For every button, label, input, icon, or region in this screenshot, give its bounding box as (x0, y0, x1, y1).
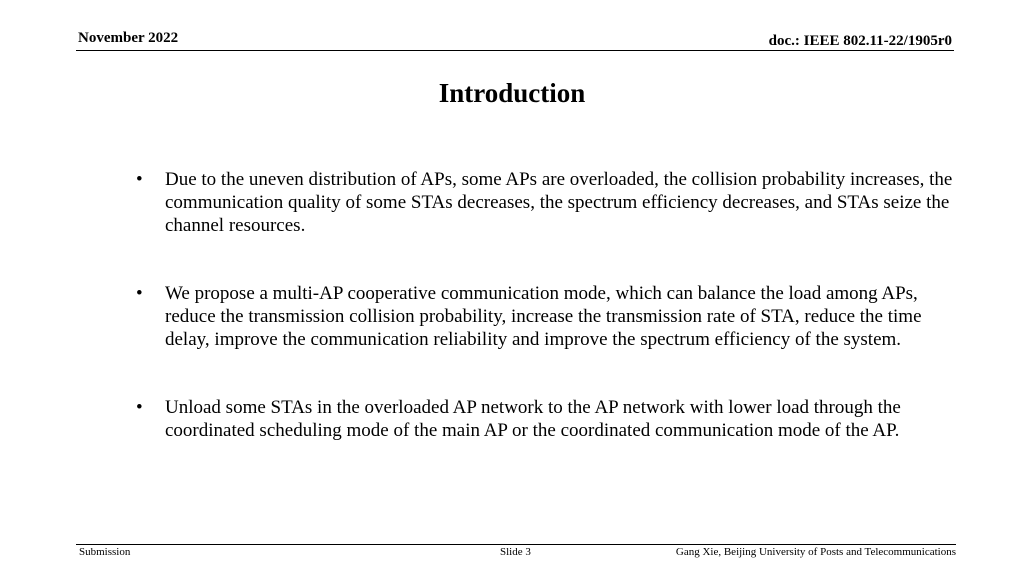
bullet-item (136, 396, 956, 442)
header-doc-id: doc.: IEEE 802.11-22/1905r0 (768, 33, 952, 49)
header-divider (76, 50, 954, 51)
bullet-item (136, 282, 956, 351)
bullet-text: We propose a multi-AP cooperative communication mode, which can balance the load among APs, reduce the transmission collision probability, increase the transmission rate of STA, reduce the time delay, improve the communication reliability and improve the spectrum efficiency of the system. (165, 283, 922, 350)
bullet-marker: • (136, 283, 143, 304)
bullet-item (136, 168, 956, 237)
slide-title: Introduction (438, 78, 586, 108)
bullet-marker: • (136, 169, 143, 190)
footer-slide-number: Slide 3 (500, 546, 531, 558)
footer-submission: Submission (79, 546, 131, 558)
bullet-list (136, 168, 956, 442)
footer-author: Gang Xie, Beijing University of Posts and Telecommunications (675, 546, 956, 558)
footer-divider (76, 544, 956, 545)
bullet-text: Due to the uneven distribution of APs, some APs are overloaded, the collision probability increases, the communication quality of some STAs decreases, the spectrum efficiency decreases, and STAs seize the channel resources. (165, 169, 953, 236)
header-date: November 2022 (78, 30, 179, 46)
bullet-marker: • (136, 397, 143, 418)
bullet-text: Unload some STAs in the overloaded AP network to the AP network with lower load through the coordinated scheduling mode of the main AP or the coordinated communication mode of the AP. (165, 397, 901, 441)
